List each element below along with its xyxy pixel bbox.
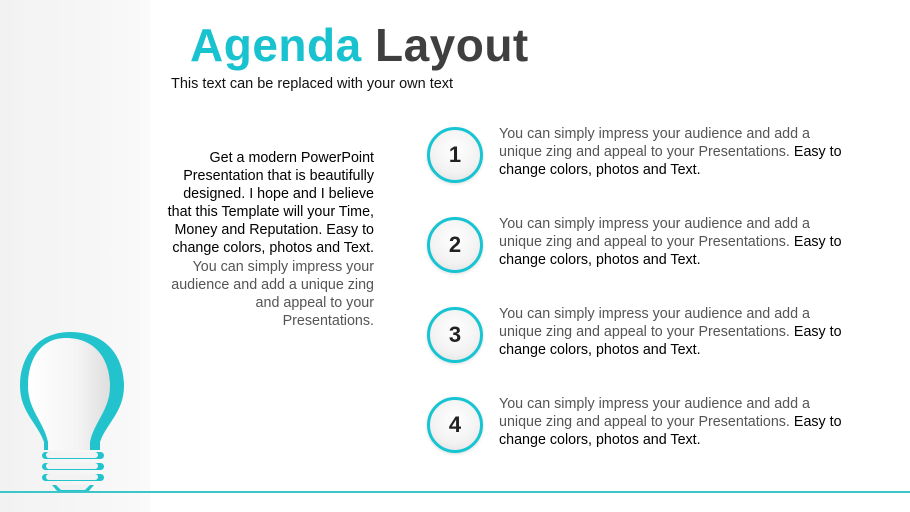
agenda-item-description: You can simply impress your audience and add a unique zing and appeal to your Presentations. xyxy=(499,216,811,251)
agenda-number-circle: 2 xyxy=(427,217,483,273)
agenda-item-text xyxy=(499,215,844,270)
footer-divider xyxy=(0,491,910,493)
page-title xyxy=(190,18,529,72)
agenda-item-text xyxy=(499,305,844,360)
agenda-item-description: You can simply impress your audience and add a unique zing and appeal to your Presentations. xyxy=(499,306,811,341)
agenda-item-note: Easy to change colors, photos and Text. xyxy=(499,324,842,359)
agenda-number-circle: 3 xyxy=(427,307,483,363)
agenda-number-circle: 1 xyxy=(427,127,483,183)
agenda-item-text xyxy=(499,125,844,180)
intro-grey-text: You can simply impress your audience and add a unique zing and appeal to your Presentations. xyxy=(171,258,374,329)
agenda-item xyxy=(427,307,867,371)
title-accent-word: Agenda xyxy=(190,19,362,71)
agenda-number-circle: 4 xyxy=(427,397,483,453)
agenda-item-note: Easy to change colors, photos and Text. xyxy=(499,234,842,269)
title-rest: Layout xyxy=(361,19,529,71)
lightbulb-icon xyxy=(18,330,133,495)
agenda-item-note: Easy to change colors, photos and Text. xyxy=(499,414,842,449)
subtitle: This text can be replaced with your own text xyxy=(171,76,454,92)
agenda-item xyxy=(427,127,867,191)
intro-paragraph xyxy=(163,149,374,330)
agenda-item xyxy=(427,217,867,281)
intro-main-text: Get a modern PowerPoint Presentation that is beautifully designed. I hope and I believe that this Template will your Time, Money and Reputation. Easy to change colors, photos and Text. xyxy=(167,150,374,257)
agenda-item-description: You can simply impress your audience and add a unique zing and appeal to your Presentations. xyxy=(499,126,811,161)
agenda-item-description: You can simply impress your audience and add a unique zing and appeal to your Presentations. xyxy=(499,396,811,431)
agenda-item xyxy=(427,397,867,461)
agenda-item-note: Easy to change colors, photos and Text. xyxy=(499,144,842,179)
agenda-item-text xyxy=(499,395,844,450)
